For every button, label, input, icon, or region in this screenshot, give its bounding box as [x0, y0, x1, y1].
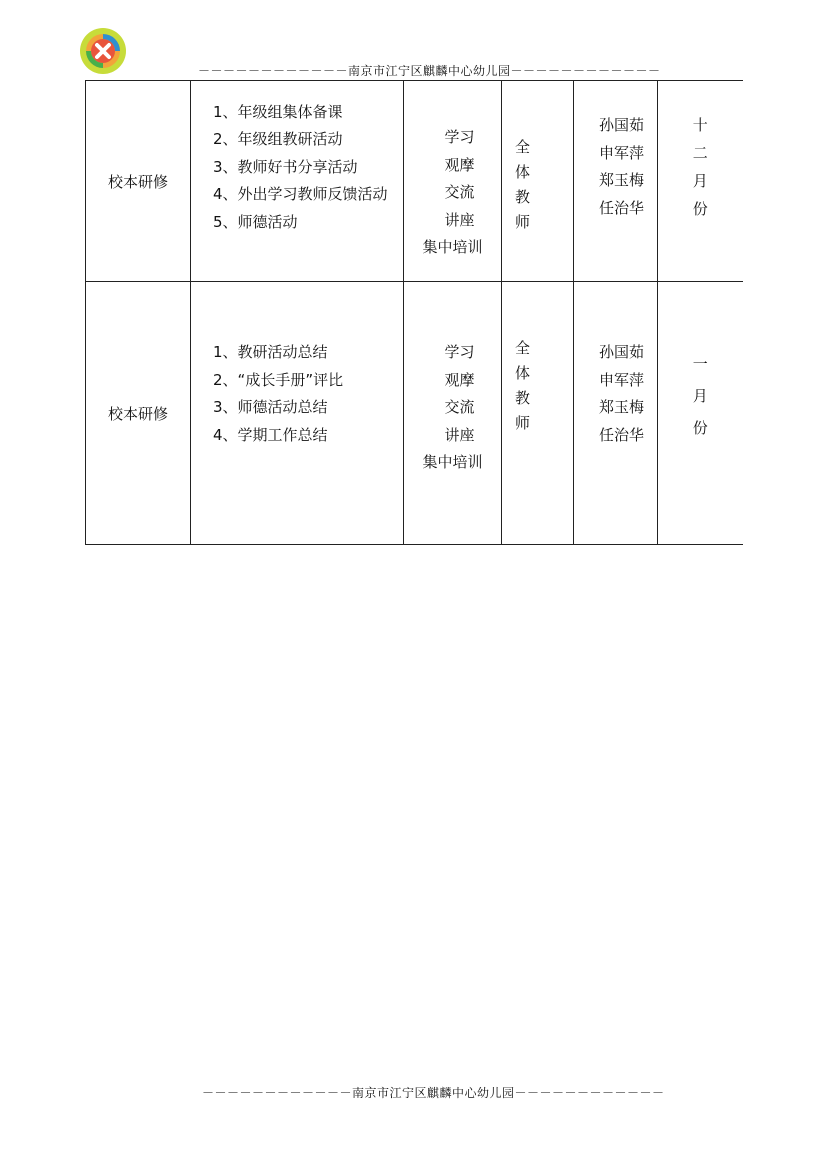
list-item: 4、外出学习教师反馈活动	[213, 185, 388, 203]
table-row	[86, 282, 743, 545]
person-name: 孙国茹	[598, 116, 644, 135]
list-item: 3、教师好书分享活动	[213, 157, 358, 176]
participant-char: 体	[515, 364, 531, 382]
category-cell	[86, 81, 191, 282]
items-cell	[191, 81, 404, 282]
category-cell	[86, 282, 191, 545]
month-char: 十	[692, 116, 708, 134]
spacer	[658, 223, 743, 251]
page-header: －－－－－－－－－－－－南京市江宁区麒麟中心幼儿园－－－－－－－－－－－－	[198, 64, 661, 78]
form-item: 讲座	[444, 210, 475, 229]
list-item: 1、年级组集体备课	[213, 102, 343, 121]
month-char: 份	[692, 200, 708, 218]
form-item: 观摩	[444, 155, 475, 174]
form-item: 学习	[444, 343, 475, 361]
list-item: 2、年级组教研活动	[213, 130, 343, 148]
month-char: 月	[692, 387, 708, 405]
participant-char: 体	[515, 163, 531, 181]
category-text: 校本研修	[107, 172, 168, 191]
form-item: 观摩	[444, 370, 475, 389]
list-item: 5、师德活动	[213, 212, 298, 231]
person-name: 孙国茹	[598, 343, 644, 361]
training-plan-table	[85, 80, 743, 545]
list-item: 3、师德活动总结	[213, 398, 328, 416]
form-item: 学习	[444, 128, 475, 147]
participant-char: 全	[515, 339, 531, 357]
table-row	[86, 81, 743, 282]
month-cell	[658, 81, 743, 282]
forms-cell	[404, 81, 502, 282]
people-cell	[574, 282, 658, 545]
items-cell	[191, 282, 404, 545]
form-item: 交流	[444, 183, 475, 202]
participant-char: 教	[515, 389, 531, 407]
category-text: 校本研修	[107, 404, 168, 423]
people-cell	[574, 81, 658, 282]
person-name: 申军萍	[598, 143, 644, 162]
person-name: 郑玉梅	[598, 398, 644, 416]
month-char: 二	[692, 144, 708, 162]
list-item: 2、“成长手册”评比	[213, 370, 344, 389]
person-name: 申军萍	[598, 370, 644, 389]
participants-cell	[502, 282, 574, 545]
person-name: 任治华	[598, 198, 644, 217]
month-char: 一	[692, 355, 708, 373]
participant-char: 师	[515, 213, 531, 231]
forms-cell	[404, 282, 502, 545]
month-char: 月	[692, 172, 708, 190]
participant-char: 教	[515, 188, 531, 206]
form-item: 交流	[444, 398, 475, 416]
list-item: 1、教研活动总结	[213, 343, 328, 361]
participants-cell	[502, 81, 574, 282]
participant-char: 全	[515, 138, 531, 156]
month-cell	[658, 282, 743, 545]
participant-char: 师	[515, 414, 531, 432]
page-footer: －－－－－－－－－－－－南京市江宁区麒麟中心幼儿园－－－－－－－－－－－－	[202, 1086, 665, 1100]
form-item: 集中培训	[422, 238, 483, 257]
person-name: 任治华	[598, 425, 644, 444]
spacer	[574, 222, 657, 250]
month-char: 份	[692, 419, 708, 437]
kindergarten-logo-icon	[79, 27, 127, 75]
form-item: 集中培训	[422, 453, 483, 471]
form-item: 讲座	[444, 425, 475, 444]
person-name: 郑玉梅	[598, 171, 644, 190]
list-item: 4、学期工作总结	[213, 425, 328, 444]
spacer	[213, 236, 403, 264]
